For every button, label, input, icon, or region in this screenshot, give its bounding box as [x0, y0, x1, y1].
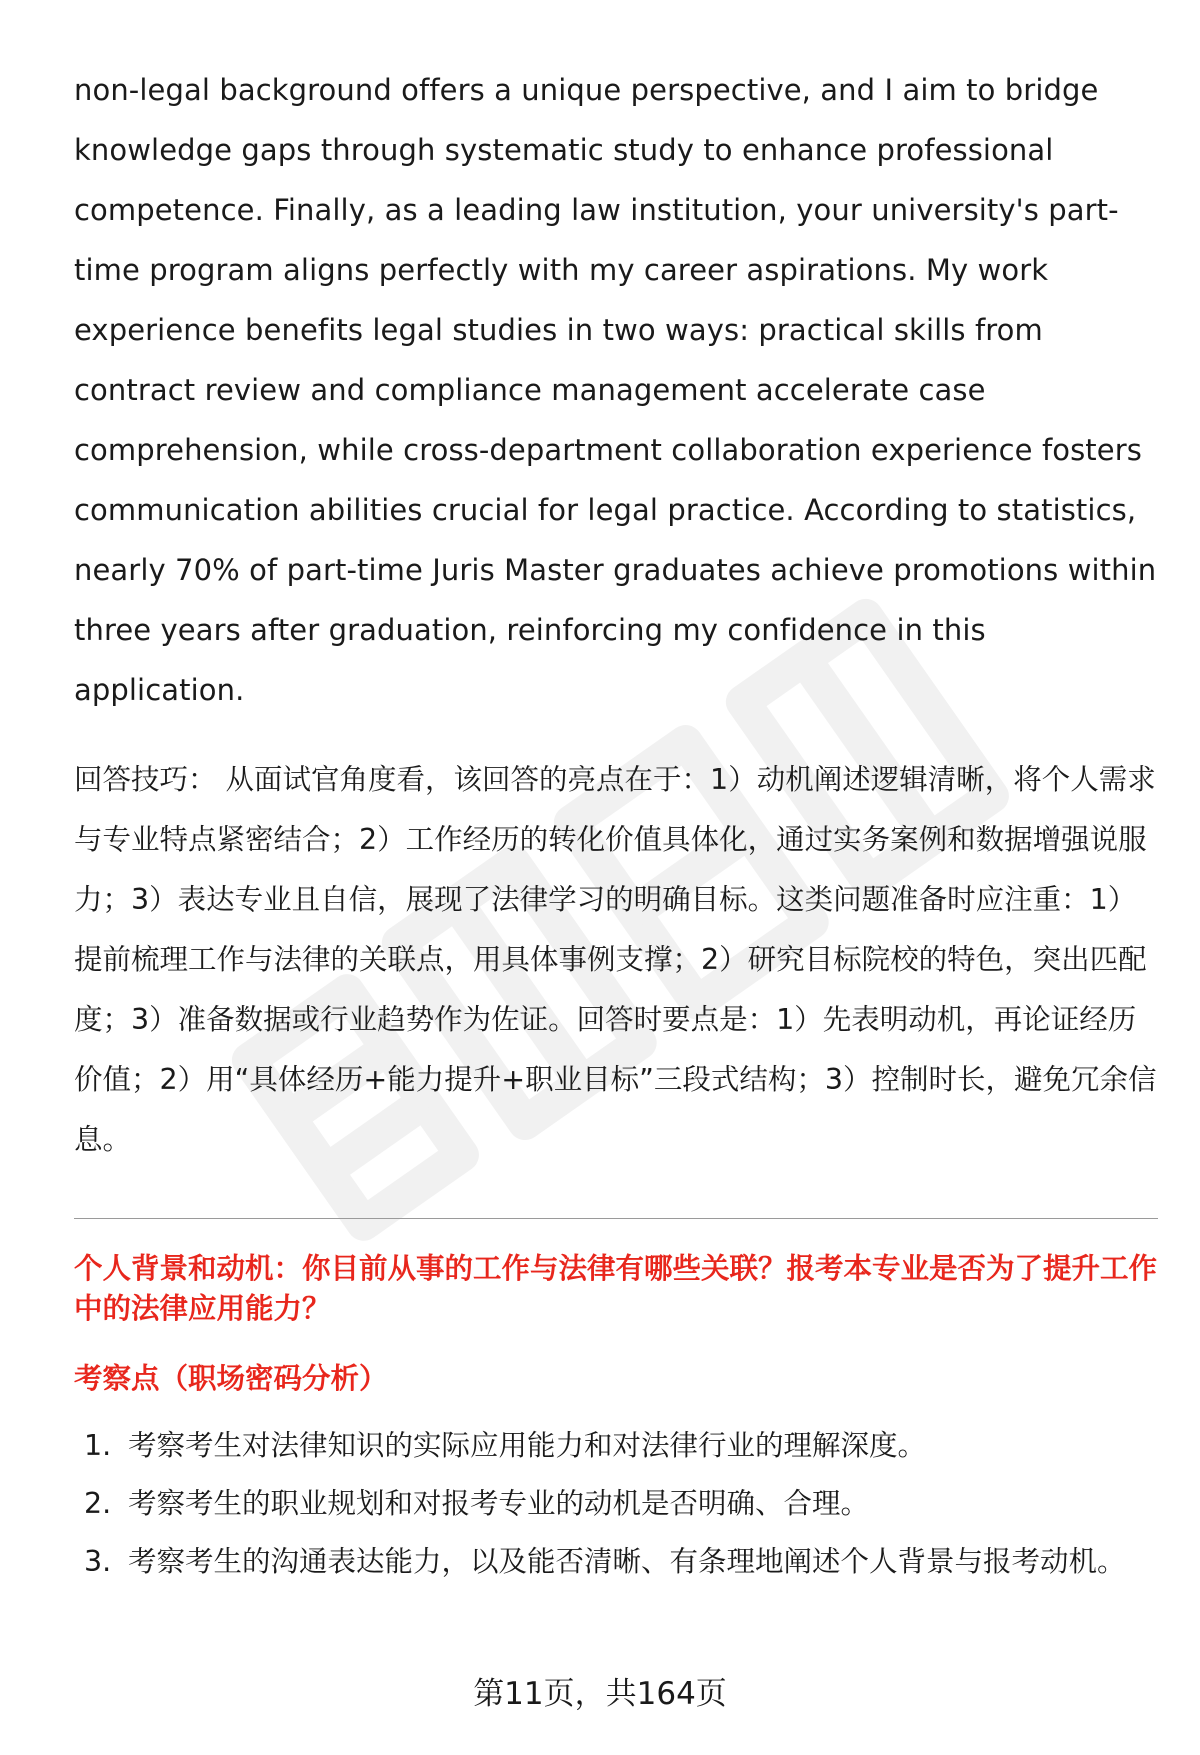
document-page [74, 60, 1158, 1591]
list-item-number: 2. [84, 1487, 112, 1520]
assessment-points-heading: 考察点（职场密码分析） [74, 1362, 388, 1395]
page-number-footer: 第11页，共164页 [473, 1676, 727, 1712]
list-item [74, 1475, 1158, 1533]
list-item-text: 考察考生的沟通表达能力，以及能否清晰、有条理地阐述个人背景与报考动机。 [128, 1545, 1126, 1578]
assessment-points-list [74, 1417, 1158, 1591]
list-item-number: 1. [84, 1429, 112, 1462]
list-item-text: 考察考生的职业规划和对报考专业的动机是否明确、合理。 [128, 1487, 870, 1520]
list-item-text: 考察考生对法律知识的实际应用能力和对法律行业的理解深度。 [128, 1429, 927, 1462]
answer-tips-paragraph: 回答技巧： 从面试官角度看，该回答的亮点在于：1）动机阐述逻辑清晰，将个人需求与专业特点紧密结合；2）工作经历的转化价值具体化，通过实务案例和数据增强说服力；3）表达专业且自信，展现了法律学习的明确目标。这类问题准备时应注重：1）提前梳理工作与法律的关联点，用具体事例支撑；2）研究目标院校的特色，突出匹配度；3）准备数据或行业趋势作为佐证。回答时要点是：1）先表明动机，再论证经历价值；2）用“具体经历+能力提升+职业目标”三段式结构；3）控制时长，避免冗余信息。 [74, 763, 1157, 1156]
answer-english-paragraph: non-legal background offers a unique perspective, and I aim to bridge knowledge gaps through systematic study to enhance professional competence. Finally, as a leading law institution, your university's part-time program aligns perfectly with my career aspirations. My work experience benefits legal studies in two ways: practical skills from contract review and compliance management accelerate case comprehension, while cross-department collaboration experience fosters communication abilities crucial for legal practice. According to statistics, nearly 70% of part-time Juris Master graduates achieve promotions within three years after graduation, reinforcing my confidence in this application. [74, 73, 1157, 707]
list-item [74, 1417, 1158, 1475]
interview-question-heading: 个人背景和动机：你目前从事的工作与法律有哪些关联？报考本专业是否为了提升工作中的法律应用能力？ [74, 1252, 1158, 1325]
list-item [74, 1533, 1158, 1591]
list-item-number: 3. [84, 1545, 112, 1578]
section-divider [74, 1218, 1158, 1219]
